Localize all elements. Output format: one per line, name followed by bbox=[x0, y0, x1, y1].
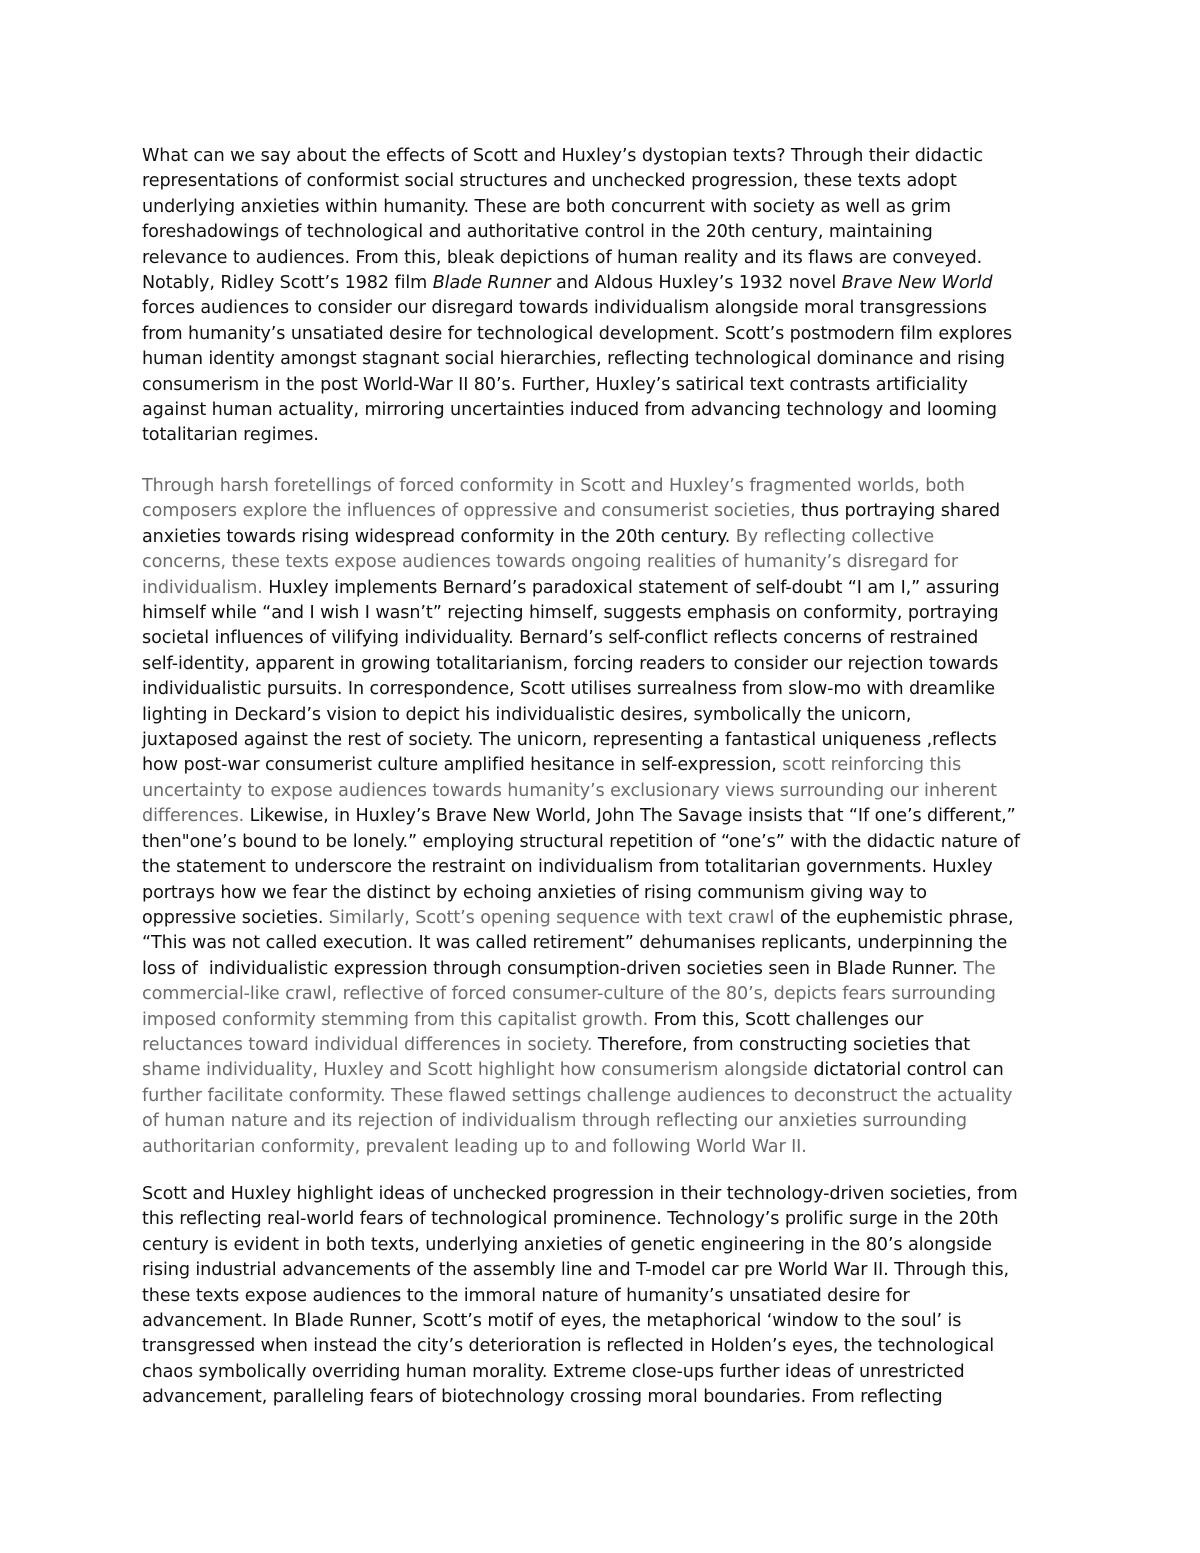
text-segment: against human actuality, mirroring uncertainties induced from advancing technology and looming bbox=[142, 400, 997, 421]
text-segment: himself while “and I wish I wasn’t” rejecting himself, suggests emphasis on conformity, portraying bbox=[142, 603, 999, 624]
text-segment: human identity amongst stagnant social hierarchies, reflecting technological dominance and rising bbox=[142, 349, 1005, 370]
text-line bbox=[142, 423, 1072, 448]
text-segment: chaos symbolically overriding human morality. Extreme close-ups further ideas of unrestricted bbox=[142, 1361, 965, 1382]
text-segment: and Aldous Huxley’s 1932 novel bbox=[550, 273, 842, 294]
text-segment: the statement to underscore the restraint on individualism from totalitarian governments. Huxley bbox=[142, 857, 993, 878]
text-segment: relevance to audiences. From this, bleak depictions of human reality and its flaws are conveyed. bbox=[142, 247, 983, 268]
text-line bbox=[142, 550, 1072, 575]
text-line bbox=[142, 728, 1072, 753]
text-segment: individualism. bbox=[142, 577, 269, 598]
text-segment: from humanity’s unsatiated desire for technological development. Scott’s postmodern film explores bbox=[142, 323, 1013, 344]
text-segment: From this, Scott challenges our bbox=[653, 1009, 924, 1030]
text-segment: this reflecting real-world fears of technological prominence. Technology’s prolific surge in the 20th bbox=[142, 1209, 999, 1230]
text-line bbox=[142, 753, 1072, 778]
italic-title-text: Blade Runner bbox=[432, 273, 551, 294]
text-line bbox=[142, 1135, 1072, 1160]
text-segment: differences. bbox=[142, 806, 250, 827]
text-segment: of human nature and its rejection of individualism through reflecting our anxieties surrounding bbox=[142, 1111, 967, 1132]
text-segment: loss of individualistic expression through consumption-driven societies seen in Blade Runner. bbox=[142, 958, 964, 979]
text-segment: self-identity, apparent in growing totalitarianism, forcing readers to consider our rejection towards bbox=[142, 653, 999, 674]
text-line bbox=[142, 957, 1072, 982]
text-segment: consumerism in the post World-War II 80’s. Further, Huxley’s satirical text contrasts artificiality bbox=[142, 374, 968, 395]
text-line bbox=[142, 703, 1072, 728]
text-line bbox=[142, 525, 1072, 550]
text-line bbox=[142, 1033, 1072, 1058]
paragraph-conformity bbox=[142, 474, 1072, 1160]
text-line bbox=[142, 1233, 1072, 1258]
text-segment: imposed conformity stemming from this capitalist growth. bbox=[142, 1009, 654, 1030]
text-segment: Scott and Huxley highlight ideas of unchecked progression in their technology-driven societies, from bbox=[142, 1184, 1018, 1204]
text-segment: rising industrial advancements of the assembly line and T-model car pre World War II. Through this, bbox=[142, 1260, 1010, 1281]
text-segment: portrays how we fear the distinct by echoing anxieties of rising communism giving way to bbox=[142, 882, 927, 903]
text-line bbox=[142, 1008, 1072, 1033]
text-line bbox=[142, 144, 1072, 169]
text-line bbox=[142, 881, 1072, 906]
text-segment: individualistic pursuits. In correspondence, Scott utilises surrealness from slow-mo with dreamlike bbox=[142, 679, 996, 700]
text-line bbox=[142, 1258, 1072, 1283]
text-line bbox=[142, 830, 1072, 855]
text-line bbox=[142, 169, 1072, 194]
text-segment: thus portraying shared bbox=[801, 501, 1001, 522]
text-line bbox=[142, 1284, 1072, 1309]
text-segment: composers explore the influences of oppressive and consumerist societies, bbox=[142, 501, 802, 522]
text-segment: juxtaposed against the rest of society. The unicorn, representing a fantastical uniqueness ,reflects bbox=[142, 730, 997, 751]
text-line bbox=[142, 906, 1072, 931]
text-segment: uncertainty to expose audiences towards humanity’s exclusionary views surrounding our inherent bbox=[142, 780, 997, 801]
text-segment: totalitarian regimes. bbox=[142, 425, 319, 446]
text-segment: Huxley implements Bernard’s paradoxical statement of self-doubt “I am I,” assuring bbox=[268, 577, 1000, 598]
text-segment: of the euphemistic phrase, bbox=[779, 907, 1014, 928]
text-segment: advancement. In Blade Runner, Scott’s motif of eyes, the metaphorical ‘window to the soul’ is bbox=[142, 1311, 962, 1332]
text-segment: transgressed when instead the city’s deterioration is reflected in Holden’s eyes, the technological bbox=[142, 1336, 995, 1357]
text-segment: shame individuality, Huxley and Scott highlight how consumerism alongside bbox=[142, 1060, 814, 1081]
text-segment: lighting in Deckard’s vision to depict his individualistic desires, symbolically the unicorn, bbox=[142, 704, 912, 725]
text-line bbox=[142, 652, 1072, 677]
text-line bbox=[142, 576, 1072, 601]
text-segment: By reflecting collective bbox=[735, 526, 935, 547]
text-line bbox=[142, 195, 1072, 220]
text-line bbox=[142, 474, 1072, 499]
text-line bbox=[142, 931, 1072, 956]
text-line bbox=[142, 296, 1072, 321]
text-segment: commercial-like crawl, reflective of forced consumer-culture of the 80’s, depicts fears surrounding bbox=[142, 984, 996, 1005]
text-segment: oppressive societies. bbox=[142, 907, 329, 928]
text-segment: anxieties towards rising widespread conformity in the 20th century. bbox=[142, 526, 736, 547]
text-line bbox=[142, 1182, 1072, 1207]
text-segment: reluctances toward individual differences in society. bbox=[142, 1034, 598, 1055]
text-segment: representations of conformist social structures and unchecked progression, these texts adopt bbox=[142, 171, 957, 192]
text-line bbox=[142, 1084, 1072, 1109]
text-segment: advancement, paralleling fears of biotechnology crossing moral boundaries. From reflecting bbox=[142, 1387, 943, 1408]
text-segment: concerns, these texts expose audiences towards ongoing realities of humanity’s disregard for bbox=[142, 552, 959, 573]
paragraph-introduction bbox=[142, 144, 1072, 449]
text-line bbox=[142, 1109, 1072, 1134]
text-line bbox=[142, 804, 1072, 829]
text-line bbox=[142, 1058, 1072, 1083]
text-segment: Similarly, Scott’s opening sequence with text crawl bbox=[328, 907, 780, 928]
text-line bbox=[142, 779, 1072, 804]
text-line bbox=[142, 1334, 1072, 1359]
text-segment: forces audiences to consider our disregard towards individualism alongside moral transgressions bbox=[142, 298, 987, 319]
text-segment: dictatorial control can bbox=[813, 1060, 1004, 1081]
text-segment: underlying anxieties within humanity. These are both concurrent with society as well as grim bbox=[142, 196, 951, 217]
text-segment: authoritarian conformity, prevalent leading up to and following World War II. bbox=[142, 1136, 807, 1157]
text-line bbox=[142, 398, 1072, 423]
text-line bbox=[142, 1309, 1072, 1334]
text-segment: Likewise, in Huxley’s Brave New World, John The Savage insists that “If one’s different,” bbox=[249, 806, 1016, 827]
text-segment: The bbox=[963, 958, 996, 979]
text-segment: then"one’s bound to be lonely.” employing structural repetition of “one’s” with the didactic nature of bbox=[142, 831, 1020, 852]
text-segment: “This was not called execution. It was called retirement” dehumanises replicants, underpinning the bbox=[142, 933, 1008, 954]
text-line bbox=[142, 271, 1072, 296]
text-line bbox=[142, 373, 1072, 398]
text-segment: Notably, Ridley Scott’s 1982 film bbox=[142, 273, 433, 294]
text-line bbox=[142, 601, 1072, 626]
text-segment: how post-war consumerist culture amplified hesitance in self-expression, bbox=[142, 755, 783, 776]
text-segment: further facilitate conformity. These flawed settings challenge audiences to deconstruct the actuality bbox=[142, 1085, 1013, 1106]
text-segment: What can we say about the effects of Scott and Huxley’s dystopian texts? Through their didactic bbox=[142, 146, 984, 166]
text-line bbox=[142, 855, 1072, 880]
text-line bbox=[142, 626, 1072, 651]
text-line bbox=[142, 499, 1072, 524]
text-line bbox=[142, 347, 1072, 372]
text-segment: foreshadowings of technological and authoritative control in the 20th century, maintaining bbox=[142, 222, 933, 243]
text-line bbox=[142, 982, 1072, 1007]
text-segment: century is evident in both texts, underlying anxieties of genetic engineering in the 80’s alongside bbox=[142, 1234, 992, 1255]
text-segment: scott reinforcing this bbox=[782, 755, 962, 776]
text-line bbox=[142, 1360, 1072, 1385]
text-line bbox=[142, 1207, 1072, 1232]
text-line bbox=[142, 220, 1072, 245]
text-segment: societal influences of vilifying individuality. Bernard’s self-conflict reflects concerns of restrained bbox=[142, 628, 979, 649]
text-line bbox=[142, 1385, 1072, 1410]
text-line bbox=[142, 322, 1072, 347]
paragraph-progression bbox=[142, 1182, 1072, 1411]
text-segment: Through harsh foretellings of forced conformity in Scott and Huxley’s fragmented worlds, both bbox=[142, 476, 965, 496]
text-line bbox=[142, 246, 1072, 271]
text-line bbox=[142, 677, 1072, 702]
italic-title-text: Brave New World bbox=[841, 273, 993, 294]
text-segment: these texts expose audiences to the immoral nature of humanity’s unsatiated desire for bbox=[142, 1285, 910, 1306]
text-segment: Therefore, from constructing societies that bbox=[597, 1034, 971, 1055]
